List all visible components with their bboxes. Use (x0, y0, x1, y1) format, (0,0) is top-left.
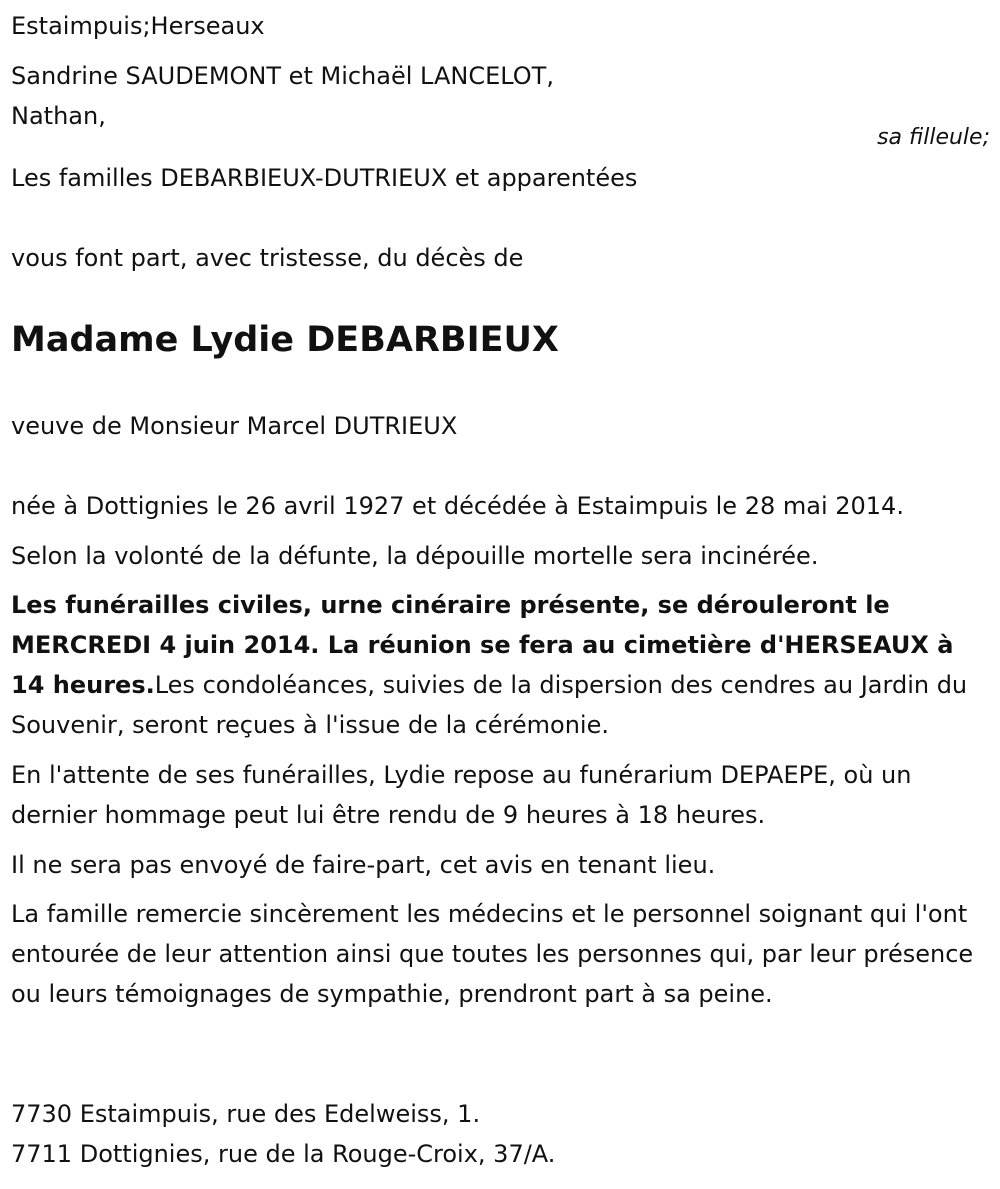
funeral-paragraph (11, 585, 981, 745)
viewing-paragraph: En l'attente de ses funérailles, Lydie repose au funérarium DEPAEPE, où un dernier hommage peut lui être rendu de 9 heures à 18 heures. (11, 761, 912, 829)
family-line-2: Nathan, (11, 102, 106, 130)
address-line-1: 7730 Estaimpuis, rue des Edelweiss, 1. (11, 1100, 481, 1128)
no-faire-part: Il ne sera pas envoyé de faire-part, cet avis en tenant lieu. (11, 851, 716, 879)
announcement-intro: vous font part, avec tristesse, du décès de (11, 244, 524, 272)
family-line-1: Sandrine SAUDEMONT et Michaël LANCELOT, (11, 62, 554, 90)
deceased-name: Madame Lydie DEBARBIEUX (11, 320, 559, 360)
thanks-paragraph: La famille remercie sincèrement les médecins et le personnel soignant qui l'ont entourée de leur attention ainsi que toutes les personnes qui, par leur présence ou leurs témoignages de sympathie, prendront part à sa peine. (11, 900, 974, 1008)
header-location: Estaimpuis;Herseaux (11, 12, 265, 40)
address-line-2: 7711 Dottignies, rue de la Rouge-Croix, 37/A. (11, 1140, 556, 1168)
widow-of: veuve de Monsieur Marcel DUTRIEUX (11, 412, 458, 440)
filleule-note: sa filleule; (877, 125, 990, 150)
cremation-note: Selon la volonté de la défunte, la dépouille mortelle sera incinérée. (11, 542, 819, 570)
funeral-normal: Les condoléances, suivies de la dispersion des cendres au Jardin du Souvenir, seront reçues à l'issue de la cérémonie. (11, 671, 968, 739)
birth-death: née à Dottignies le 26 avril 1927 et décédée à Estaimpuis le 28 mai 2014. (11, 492, 904, 520)
family-line-3: Les familles DEBARBIEUX-DUTRIEUX et apparentées (11, 164, 638, 192)
funeral-bold: Les funérailles civiles, urne cinéraire présente, se dérouleront le MERCREDI 4 juin 2014. La réunion se fera au cimetière d'HERSEAUX à 14 heures. (11, 591, 954, 699)
